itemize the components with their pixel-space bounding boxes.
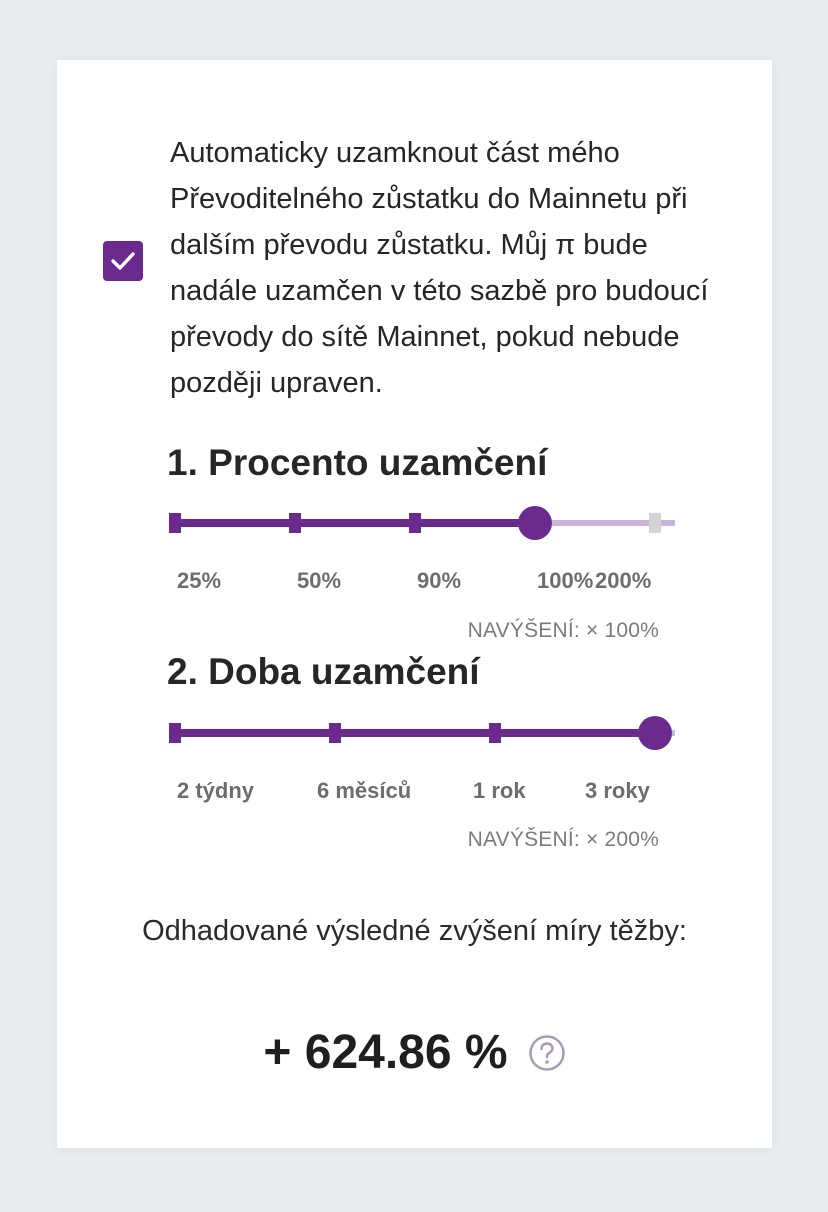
lock-duration-tick[interactable] xyxy=(169,723,181,743)
lock-duration-slider[interactable] xyxy=(175,713,675,753)
lock-duration-boost: NAVÝŠENÍ: × 200% xyxy=(467,828,659,851)
lockup-card xyxy=(57,60,772,1148)
lock-percentage-option-label[interactable]: 25% xyxy=(177,568,222,593)
slider-fill xyxy=(175,729,655,737)
estimated-boost-value: + 624.86 % xyxy=(263,1026,508,1079)
lock-duration-tick[interactable] xyxy=(489,723,501,743)
auto-lock-checkbox[interactable] xyxy=(103,241,143,281)
auto-lock-description: Automaticky uzamknout část mého Převoditelného zůstatku do Mainnetu při dalším převodu zůstatku. Můj π bude nadále uzamčen v této sazbě pro budoucí převody do sítě Mainnet, pokud nebude později upraven. xyxy=(170,137,709,399)
lock-percentage-option-label[interactable]: 200% xyxy=(595,568,652,593)
lock-duration-option-label[interactable]: 2 týdny xyxy=(177,778,255,803)
lock-percentage-option-label[interactable]: 100% xyxy=(537,568,594,593)
lock-percentage-tick[interactable] xyxy=(289,513,301,533)
lock-percentage-boost: NAVÝŠENÍ: × 100% xyxy=(467,619,659,642)
lock-percentage-title: 1. Procento uzamčení xyxy=(167,442,548,483)
lock-duration-labels xyxy=(175,778,675,808)
lock-percentage-tick[interactable] xyxy=(649,513,661,533)
lock-percentage-option-label[interactable]: 50% xyxy=(297,568,342,593)
lock-percentage-tick[interactable] xyxy=(169,513,181,533)
lock-duration-tick[interactable] xyxy=(329,723,341,743)
lock-duration-thumb[interactable] xyxy=(638,716,672,750)
lock-percentage-labels xyxy=(175,568,675,598)
slider-fill xyxy=(175,519,535,527)
lock-duration-option-label[interactable]: 6 měsíců xyxy=(317,778,412,803)
lock-duration-option-label[interactable]: 1 rok xyxy=(473,778,526,803)
estimated-boost-row xyxy=(57,1025,772,1080)
lock-percentage-thumb[interactable] xyxy=(518,506,552,540)
lock-percentage-option-label[interactable]: 90% xyxy=(417,568,462,593)
question-circle-icon[interactable] xyxy=(528,1034,566,1072)
checkmark-icon xyxy=(110,251,136,271)
lock-duration-title: 2. Doba uzamčení xyxy=(167,651,480,692)
lock-percentage-tick[interactable] xyxy=(409,513,421,533)
lock-percentage-slider[interactable] xyxy=(175,503,675,543)
lock-duration-option-label[interactable]: 3 roky xyxy=(585,778,650,803)
estimated-boost-label: Odhadované výsledné zvýšení míry těžby: xyxy=(142,915,687,947)
